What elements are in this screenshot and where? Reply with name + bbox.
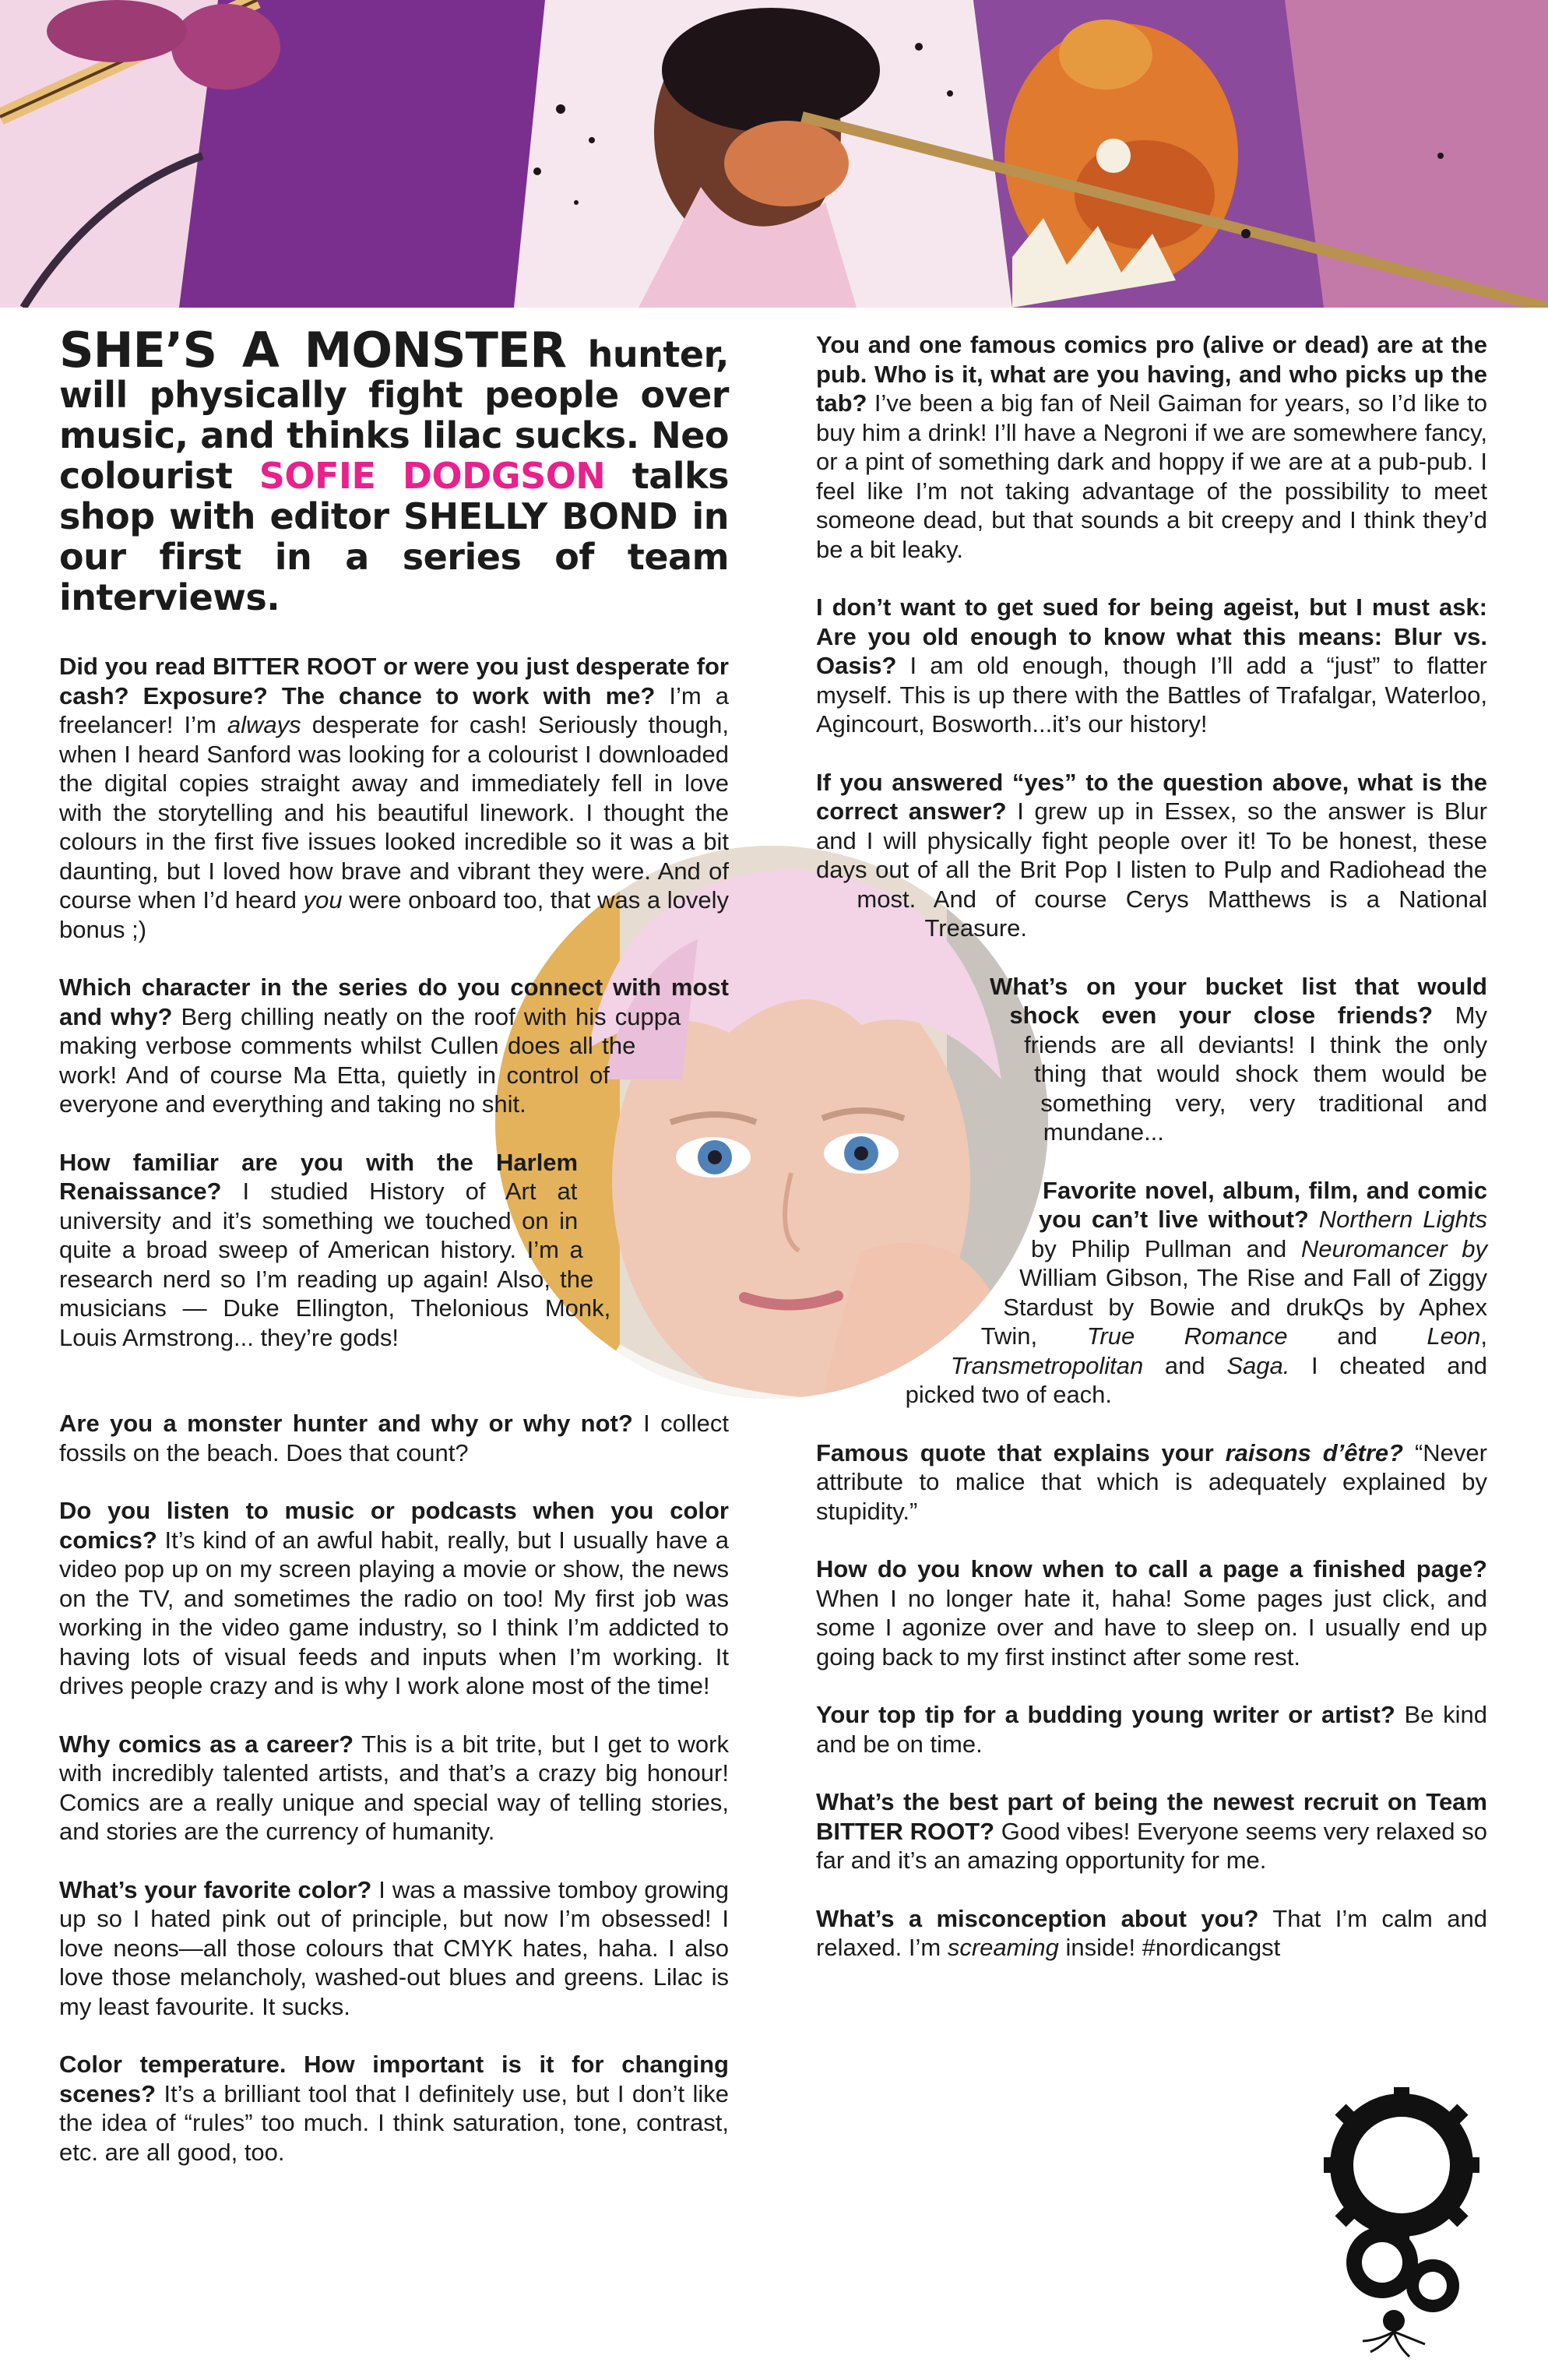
headline-part1: hunter, will physically fight people over music, and thinks lilac sucks. Neo colourist <box>59 333 729 497</box>
headline-lead: SHE’S A MONSTER <box>59 322 566 378</box>
headline-name: SOFIE DODGSON <box>259 455 606 497</box>
question: Do you listen to music or podcasts when you color comics? <box>59 1497 729 1554</box>
question: Favorite novel, album, film, and comic you can’t live without? <box>1038 1176 1487 1233</box>
qa-item: What’s the best part of being the newest recruit on Team BITTER ROOT? Good vibes! Everyone seems very relaxed so far and it’s an amazing opportunity for me. <box>816 1788 1487 1874</box>
qa-item: What’s a misconception about you? That I’m calm and relaxed. I’m screaming inside! #nordicangst <box>816 1904 1487 1961</box>
qa-item: How familiar are you with the Harlem Renaissance? I studied History of Art at university and it’s something we touched on in quite a broad sweep of American history. I’m a research nerd so I’m reading up again! Also, the musicians — Duke Ellington, Thelonious Monk, Louis Armstrong... they’re gods! <box>59 1148 611 1351</box>
question: Color temperature. How important is it for changing scenes? <box>59 2051 729 2107</box>
qa-item: What’s your favorite color? I was a massive tomboy growing up so I hated pink out of principle, but now I’m obsessed! I love neons—all those colours that CMYK hates, haha. I also love those melancholy, washed-out blues and greens. Lilac is my least favourite. It sucks. <box>59 1875 729 2020</box>
qa-item: How do you know when to call a page a finished page? When I no longer hate it, haha! Some pages just click, and some I agonize over and have to sleep on. I usually end up going back to my first instinct after some rest. <box>816 1555 1487 1671</box>
question: Famous quote that explains your raisons d’être? <box>816 1438 1404 1466</box>
qa-item: If you answered “yes” to the question above, what is the correct answer? I grew up in Essex, so the answer is Blur and I will physically fight people over it! To be honest, these days out of all the Brit Pop I listen to Pulp and Radiohead the most. And of course Cerys Matthews is a National Treasure. <box>816 768 1487 942</box>
question: Did you read BITTER ROOT or were you just desperate for cash? Exposure? The chance to work with me? <box>59 653 729 709</box>
question: What’s your favorite color? <box>59 1875 372 1903</box>
bitter-root-gear-logo <box>1308 2087 1495 2360</box>
question: How familiar are you with the Harlem Renaissance? <box>59 1148 579 1205</box>
question: What’s the best part of being the newest recruit on Team BITTER ROOT? <box>816 1788 1487 1845</box>
qa-item: Favorite novel, album, film, and comic you can’t live without? Northern Lights by Philip Pullman and Neuromancer by William Gibson, The Rise and Fall of Ziggy Stardust by Bowie and drukQs by Aphex Twin, True Romance and Leon, Transmetropolitan and Saga. I cheated and picked two of each. <box>905 1176 1487 1408</box>
right-column <box>816 330 1487 1991</box>
qa-item: Famous quote that explains your raisons d’être? “Never attribute to malice that which is adequately explained by stupidity.” <box>816 1438 1487 1525</box>
question: What’s a misconception about you? <box>816 1904 1259 1932</box>
qa-item: You and one famous comics pro (alive or dead) are at the pub. Who is it, what are you having, and who picks up the tab? I’ve been a big fan of Neil Gaiman for years, so I’d like to buy him a drink! I’ll have a Negroni if we are somewhere fancy, or a pint of something dark and hoppy if we are at a pub-pub. I feel like I’m not taking advantage of the possibility to meet someone dead, but that sounds a bit creepy and I think they’d be a bit leaky. <box>816 331 1487 563</box>
qa-item: Are you a monster hunter and why or why not? I collect fossils on the beach. Does that count? <box>59 1410 730 1466</box>
comic-art-banner <box>0 0 1548 308</box>
qa-item: Your top tip for a budding young writer or artist? Be kind and be on time. <box>816 1701 1487 1758</box>
question: Your top tip for a budding young writer or artist? <box>816 1701 1395 1728</box>
qa-item: Why comics as a career? This is a bit trite, but I get to work with incredibly talented artists, and that’s a crazy big honour! Comics are a really unique and special way of telling stories, and stories are the currency of humanity. <box>59 1730 729 1845</box>
qa-item: Did you read BITTER ROOT or were you just desperate for cash? Exposure? The chance to work with me? I’m a freelancer! I’m always desperate for cash! Seriously though, when I heard Sanford was looking for a colourist I downloaded the digital copies straight away and immediately fell in love with the storytelling and his beautiful linework. I thought the colours in the first five issues looked incredible so it was a bit daunting, but I loved how brave and vibrant they were. And of course when I’d heard you were onboard too, that was a lovely bonus ;) <box>59 653 729 943</box>
left-column <box>59 322 730 2195</box>
qa-item: Do you listen to music or podcasts when you color comics? It’s kind of an awful habit, really, but I usually have a video pop up on my screen playing a movie or show, the news on the TV, and sometimes the radio on too! My first job was working in the video game industry, so I think I’m addicted to having lots of visual feeds and inputs when I’m working. It drives people crazy and is why I work alone most of the time! <box>59 1497 729 1699</box>
qa-item: I don’t want to get sued for being ageist, but I must ask: Are you old enough to know what this means: Blur vs. Oasis? I am old enough, though I’ll add a “just” to flatter myself. This is up there with the Battles of Trafalgar, Waterloo, Agincourt, Bosworth...it’s our history! <box>816 593 1487 738</box>
headline-part2: talks shop with editor SHELLY BOND in our first in a series of team interviews. <box>59 455 729 618</box>
headline <box>59 322 729 618</box>
question: What’s on your bucket list that would shock even your close friends? <box>989 972 1487 1029</box>
qa-item: Color temperature. How important is it for changing scenes? It’s a brilliant tool that I definitely use, but I don’t like the idea of “rules” too much. I think saturation, tone, contrast, etc. are all good, too. <box>59 2051 729 2166</box>
question: You and one famous comics pro (alive or dead) are at the pub. Who is it, what are you having, and who picks up the tab? <box>816 331 1487 417</box>
qa-item: Which character in the series do you connect with most and why? Berg chilling neatly on the roof with his cuppa making verbose comments whilst Cullen does all the work! And of course Ma Etta, quietly in control of everyone and everything and taking no shit. <box>59 973 729 1118</box>
question: I don’t want to get sued for being ageist, but I must ask: Are you old enough to know what this means: Blur vs. Oasis? <box>816 593 1487 679</box>
qa-item: What’s on your bucket list that would shock even your close friends? My friends are all deviants! I think the only thing that would shock them would be something very, very traditional and mundane... <box>989 972 1487 1146</box>
question: Which character in the series do you connect with most and why? <box>59 973 729 1030</box>
question: How do you know when to call a page a finished page? <box>816 1555 1487 1583</box>
question: Why comics as a career? <box>59 1730 354 1758</box>
question: If you answered “yes” to the question above, what is the correct answer? <box>816 768 1487 825</box>
question: Are you a monster hunter and why or why not? <box>59 1410 633 1437</box>
